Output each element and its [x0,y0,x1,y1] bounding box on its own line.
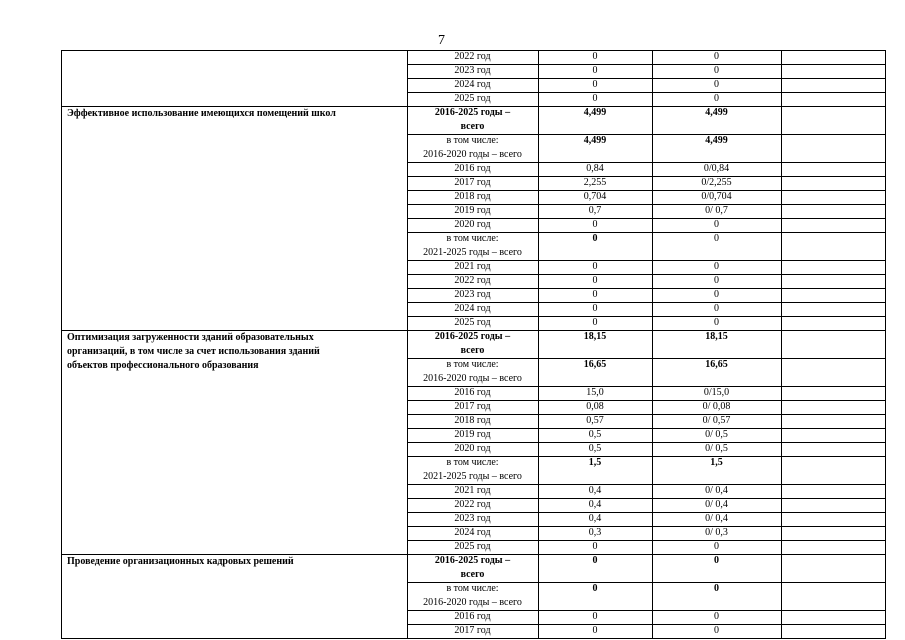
period-cell: 2019 год [454,429,491,440]
period-cell: 2020 год [454,443,491,454]
period-cell: 2021 год [454,485,491,496]
period-cell: 2017 год [454,177,491,188]
value-cell: 4,499 [583,135,607,146]
period-cell: 2018 год [454,191,491,202]
period-cell: 2018 год [454,415,491,426]
value-cell: 0/ 0,7 [705,205,728,216]
value-cell: 4,499 [705,135,728,146]
page-number: 7 [438,33,445,48]
value-cell: 0 [714,51,719,62]
period-cell: 2023 год [454,65,491,76]
value-cell: 1,5 [710,457,723,468]
value-cell: 0 [592,317,598,328]
value-cell: 0/ 0,5 [705,443,728,454]
value-cell: 0,704 [583,191,607,202]
value-cell: 0 [714,65,719,76]
value-cell: 0 [714,261,719,272]
value-cell: 0 [592,51,598,62]
value-cell: 0/15,0 [703,387,730,398]
value-cell: 1,5 [588,457,602,468]
value-cell: 2,255 [583,177,607,188]
value-cell: 0 [714,317,719,328]
value-cell: 0 [592,303,598,314]
value-cell: 16,65 [705,359,728,370]
value-cell: 0 [592,583,598,594]
period-cell: 2022 год [454,275,491,286]
period-cell: 2022 год [454,51,491,62]
value-cell: 0 [592,625,598,636]
value-cell: 0/ 0,3 [705,527,728,538]
measure-label: Оптимизация загруженности зданий образовательных организаций, в том числе за счет использования зданий объектов профессионального образования [67,332,320,371]
period-cell: 2022 год [454,499,491,510]
value-cell: 0 [714,289,719,300]
value-cell: 0 [714,233,719,244]
value-cell: 0/ 0,4 [705,513,728,524]
value-cell: 0 [714,303,719,314]
value-cell: 0 [592,541,598,552]
value-cell: 15,0 [586,387,604,398]
value-cell: 0 [592,555,598,566]
period-cell: 2025 год [454,317,491,328]
value-cell: 0,5 [588,443,602,454]
period-cell: в том числе: 2016-2020 годы – всего [423,135,522,160]
value-cell: 0,7 [588,205,602,216]
period-cell: 2024 год [454,79,491,90]
measure-label: Эффективное использование имеющихся помещений школ [67,108,336,119]
value-cell: 0 [714,275,719,286]
period-cell: 2016 год [454,611,491,622]
period-cell: 2025 год [454,93,491,104]
value-cell: 0 [714,583,719,594]
value-cell: 0 [592,261,598,272]
period-cell: 2016 год [454,387,491,398]
value-cell: 0 [592,79,598,90]
period-cell: 2019 год [454,205,491,216]
period-cell: 2016-2025 годы – всего [434,107,511,132]
value-cell: 0 [592,219,598,230]
value-cell: 0 [592,289,598,300]
period-cell: в том числе: 2016-2020 годы – всего [423,359,522,384]
value-cell: 18,15 [583,331,607,342]
period-cell: 2020 год [454,219,491,230]
value-cell: 18,15 [705,331,728,342]
value-cell: 4,499 [583,107,607,118]
period-cell: 2024 год [454,303,491,314]
value-cell: 0 [714,625,719,636]
value-cell: 0/0,704 [701,191,732,202]
value-cell: 0 [714,611,719,622]
value-cell: 0/ 0,4 [705,499,728,510]
period-cell: 2023 год [454,289,491,300]
value-cell: 0/2,255 [701,177,732,188]
period-cell: в том числе: 2021-2025 годы – всего [423,233,522,258]
period-cell: 2017 год [454,625,491,636]
value-cell: 0 [592,65,598,76]
value-cell: 0/ 0,5 [705,429,728,440]
value-cell: 0/0,84 [703,163,730,174]
value-cell: 0 [714,93,719,104]
value-cell: 0,57 [586,415,604,426]
value-cell: 0 [714,219,719,230]
value-cell: 0/ 0,4 [705,485,728,496]
value-cell: 16,65 [583,359,607,370]
value-cell: 0,4 [588,513,602,524]
value-cell: 0 [592,233,598,244]
value-cell: 0,3 [588,527,602,538]
period-cell: 2023 год [454,513,491,524]
period-cell: 2017 год [454,401,491,412]
value-cell: 0,4 [588,485,602,496]
value-cell: 0 [592,611,598,622]
value-cell: 0,4 [588,499,602,510]
value-cell: 0,5 [588,429,602,440]
period-cell: 2016-2025 годы – всего [434,331,511,356]
value-cell: 0,08 [586,401,604,412]
period-cell: 2016-2025 годы – всего [434,555,511,580]
value-cell: 0/ 0,57 [702,415,731,426]
period-cell: в том числе: 2021-2025 годы – всего [423,457,522,482]
value-cell: 0 [714,79,719,90]
period-cell: в том числе: 2016-2020 годы – всего [423,583,522,608]
value-cell: 4,499 [705,107,728,118]
period-cell: 2016 год [454,163,491,174]
value-cell: 0,84 [586,163,604,174]
value-cell: 0 [592,275,598,286]
value-cell: 0/ 0,08 [702,401,731,412]
period-cell: 2024 год [454,527,491,538]
period-cell: 2021 год [454,261,491,272]
value-cell: 0 [592,93,598,104]
value-cell: 0 [714,555,719,566]
period-cell: 2025 год [454,541,491,552]
value-cell: 0 [714,541,719,552]
measure-label: Проведение организационных кадровых решений [67,556,294,567]
